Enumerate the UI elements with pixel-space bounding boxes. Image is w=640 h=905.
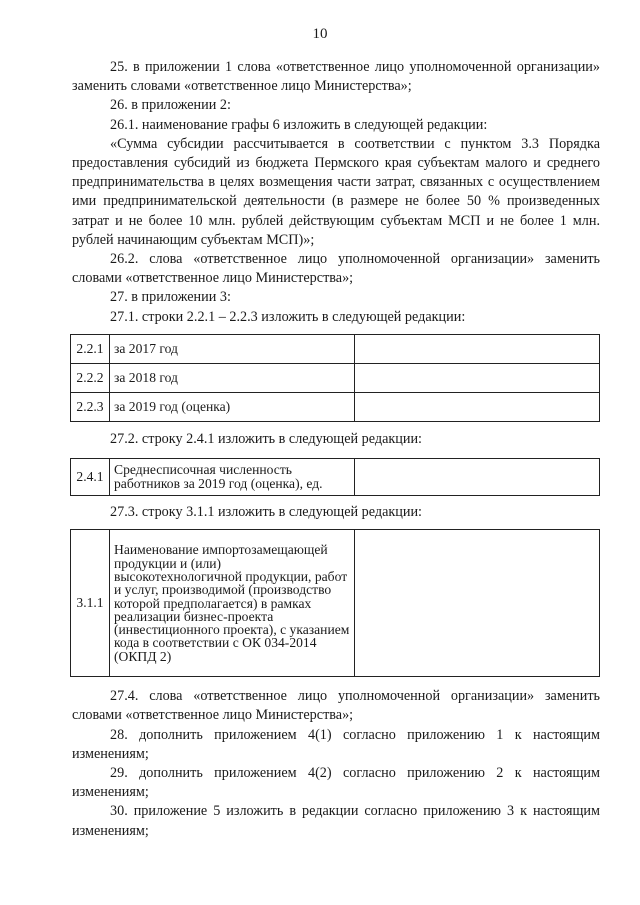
row-description: Среднесписочная численность работников за 2019 год (оценка), ед. [110,459,355,496]
paragraph-25: 25. в приложении 1 слова «ответственное лицо уполномоченной организации» заменить словами «ответственное лицо Министерства»; [72,59,600,95]
page-number: 10 [312,26,328,42]
paragraph-30: 30. приложение 5 изложить в редакции согласно приложению 3 к настоящим изменениям; [72,803,600,839]
row-number: 2.2.2 [71,363,110,392]
paragraph-quote: «Сумма субсидии рассчитывается в соответствии с пунктом 3.3 Порядка предоставления субсидий из бюджета Пермского края субъектам малого и среднего предпринимательства в целях возмещения части затрат, связанных с осуществлением ими предпринимательской деятельности (в размере не более 50 % произведенных затрат и не более 10 млн. рублей действующим субъектам МСП и не более 1 млн. рублей начинающим субъектам МСП)»; [72,135,600,248]
row-description: Наименование импортозамещающей продукции и (или) высокотехнологичной продукции, работ и услуг, производимой (производство которой предполагается) в рамках реализации бизнес-проекта (инвестиционного проекта), с указанием кода в соответствии с ОК 034-2014 (ОКПД 2) [110,530,355,677]
table-row-2-4-1 [70,458,600,496]
table-row [71,459,600,496]
paragraph-27-2: 27.2. строку 2.4.1 изложить в следующей редакции: [110,430,422,447]
table-row [71,530,600,677]
paragraph-26-2: 26.2. слова «ответственное лицо уполномоченной организации» заменить словами «ответственное лицо Министерства»; [72,251,600,287]
row-value [355,530,600,677]
paragraph-26: 26. в приложении 2: [110,97,231,114]
row-value [355,392,600,421]
paragraph-27: 27. в приложении 3: [110,289,231,306]
row-number: 2.2.1 [71,334,110,363]
paragraph-27-4: 27.4. слова «ответственное лицо уполномоченной организации» заменить словами «ответственное лицо Министерства»; [72,688,600,724]
row-description: за 2017 год [110,334,355,363]
table-row [71,334,600,363]
row-value [355,363,600,392]
paragraph-26-1: 26.1. наименование графы 6 изложить в следующей редакции: [110,116,488,133]
table-rows-2-2 [70,334,600,422]
paragraph-28: 28. дополнить приложением 4(1) согласно приложению 1 к настоящим изменениям; [72,726,600,762]
paragraph-27-1: 27.1. строки 2.2.1 – 2.2.3 изложить в следующей редакции: [110,308,466,325]
document-body [72,58,600,841]
paragraph-27-3: 27.3. строку 3.1.1 изложить в следующей редакции: [110,504,422,521]
row-value [355,459,600,496]
row-description: за 2019 год (оценка) [110,392,355,421]
table-row-3-1-1 [70,529,600,677]
paragraph-29: 29. дополнить приложением 4(2) согласно приложению 2 к настоящим изменениям; [72,765,600,801]
table-row [71,363,600,392]
row-number: 3.1.1 [71,530,110,677]
row-value [355,334,600,363]
table-row [71,392,600,421]
row-number: 2.2.3 [71,392,110,421]
row-number: 2.4.1 [71,459,110,496]
row-description: за 2018 год [110,363,355,392]
